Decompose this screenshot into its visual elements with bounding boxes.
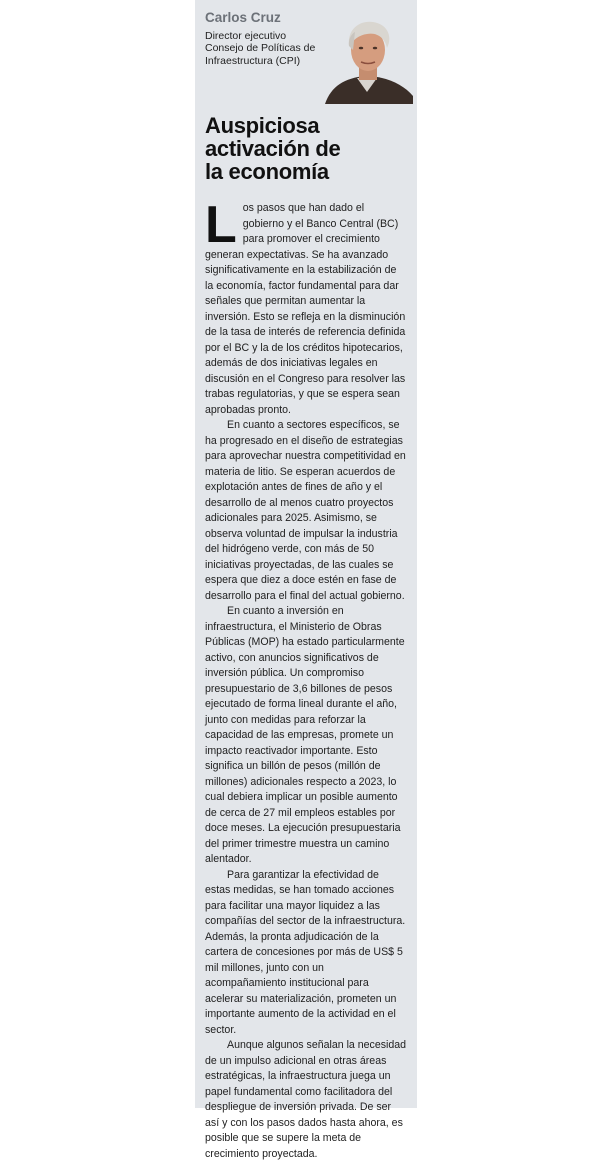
headline-line: la economía bbox=[205, 159, 329, 184]
paragraph: Para garantizar la efectividad de estas medidas, se han tomado acciones para facilitar una mayor liquidez a las compañías del sector de la infraestructura. Además, la pronta adjudicación de la cartera de concesiones por más de US$ 5 mil millones, junto con un acompañamiento institucional para acelerar su materialización, prometen un importante aumento de la actividad en el sector. bbox=[205, 868, 406, 1036]
opinion-column bbox=[195, 0, 417, 1160]
paragraph: En cuanto a sectores específicos, se ha progresado en el diseño de estrategias para aprovechar nuestra competitividad en materia de litio. Se esperan acuerdos de explotación antes de fines de año y el desarrollo de al menos cuatro proyectos adicionales para 2025. Asimismo, se observa voluntad de impulsar la industria del hidrógeno verde, con más de 50 iniciativas proyectadas, de las cuales se espera que diez a doce estén en fase de desarrollo para el final del actual gobierno. bbox=[205, 419, 406, 602]
headline-line: activación de bbox=[205, 136, 341, 161]
author-role-line: Infraestructura (CPI) bbox=[205, 54, 301, 67]
drop-cap: L bbox=[205, 196, 237, 254]
headline bbox=[205, 114, 407, 183]
paragraph: En cuanto a inversión en infraestructura, el Ministerio de Obras Públicas (MOP) ha estado particularmente activo, con anuncios significativos de inversión pública. Un compromiso presupuestario de 3,6 billones de pesos ejecutado de forma lineal durante el año, junto con medidas para reforzar la capacidad de las empresas, promete un impacto reactivador importante. Esto significa un billón de pesos (millón de millones) adicionales respecto a 2023, lo cual debiera implicar un posible aumento de cerca de 27 mil empleos estables por doce meses. La ejecución presupuestaria del primer trimestre muestra un camino alentador. bbox=[205, 605, 405, 865]
headline-line: Auspiciosa bbox=[205, 113, 320, 138]
author-block bbox=[205, 10, 407, 96]
article-body bbox=[205, 196, 407, 1162]
author-photo bbox=[321, 16, 413, 104]
paragraph: Aunque algunos señalan la necesidad de un impulso adicional en otras áreas estratégicas, la infraestructura juega un papel fundamental como facilitadora del despliegue de inversión privada. De ser así y con los pasos dados hasta ahora, es posible que se supere la meta de crecimiento proyectada. bbox=[205, 1039, 407, 1160]
paragraph-text: os pasos que han dado el gobierno y el Banco Central (BC) para promover el crecimiento generan expectativas. Se ha avanzado significativamente en la estabilización de la economía, factor fundamental para dar señales que permitan aumentar la inversión. Esto se refleja en la disminución de la tasa de interés de referencia definida por el BC y la de los créditos hipotecarios, además de dos iniciativas legales en discusión en el Congreso para resolver las trabas regulatorias, y que se espera sean aprobadas pronto. bbox=[205, 202, 406, 416]
author-role-line: Director ejecutivo bbox=[205, 30, 287, 42]
author-name: Carlos Cruz bbox=[205, 10, 281, 25]
author-role-line: Consejo de Políticas de bbox=[205, 42, 316, 55]
paragraph bbox=[205, 196, 407, 418]
